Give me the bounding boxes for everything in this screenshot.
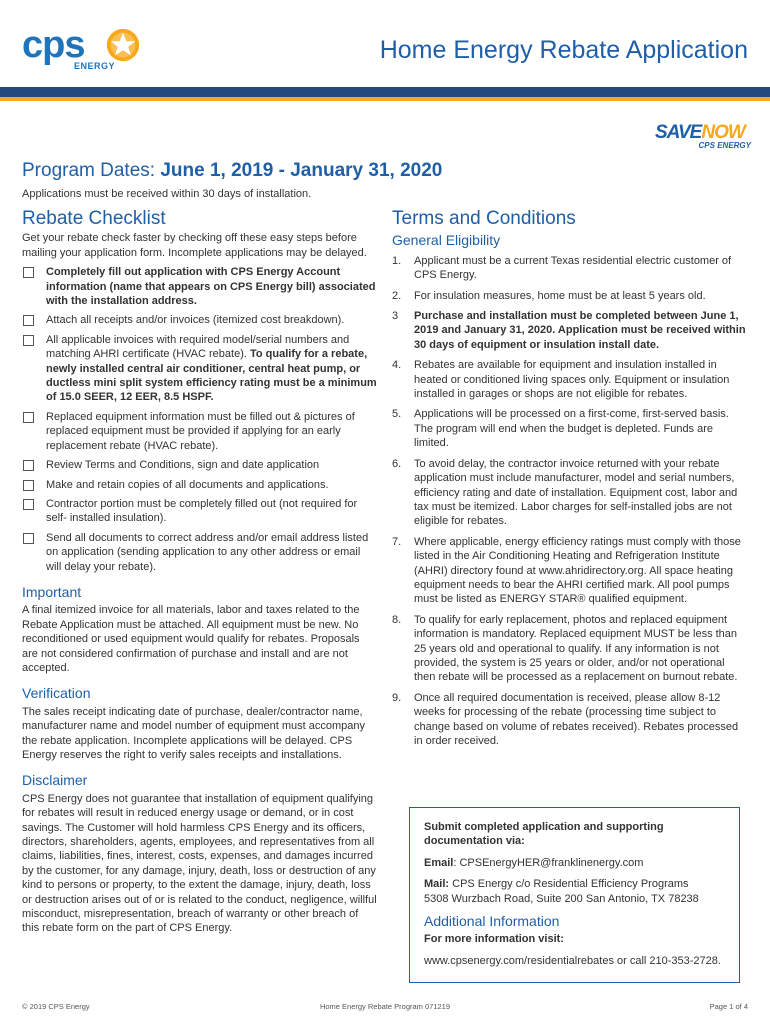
more-info-value[interactable]: www.cpsenergy.com/residentialrebates or call 210-353-2728. bbox=[424, 954, 721, 967]
page-title: Home Energy Rebate Application bbox=[379, 36, 748, 64]
checklist-item bbox=[22, 478, 378, 492]
submit-box bbox=[409, 807, 740, 983]
checklist-item-bold: Completely fill out application with CPS Energy Account information (name that appears on CPS Energy bill) associated with the installation address. bbox=[46, 266, 376, 308]
checkbox[interactable] bbox=[23, 267, 34, 278]
checklist-item-plain: Send all documents to correct address and/or email address listed on application (sending application to any other address or email will delay your rebate). bbox=[46, 531, 369, 573]
checklist-item bbox=[22, 458, 378, 472]
terms-item-plain: Where applicable, energy efficiency ratings must comply with those listed in the Air Conditioning Heating and Refrigeration Institute (AHRI) directory found at www.ahridirectory.org. All space heating equipment needs to bear the AHRI certified mark. All pool pumps must be listed as ENERGY STAR® qualified equipment. bbox=[414, 535, 741, 606]
sun-star-icon bbox=[104, 26, 142, 64]
mail-value: CPS Energy c/o Residential Efficiency Programs bbox=[449, 878, 689, 891]
important-heading: Important bbox=[22, 583, 82, 600]
footer-copyright: © 2019 CPS Energy bbox=[22, 1002, 90, 1011]
terms-item-number: 2. bbox=[392, 289, 402, 302]
checklist-item bbox=[22, 333, 378, 405]
terms-item bbox=[392, 691, 748, 749]
checklist-item-text bbox=[46, 458, 378, 472]
logo-subtext: ENERGY bbox=[74, 61, 116, 71]
verification-heading: Verification bbox=[22, 685, 91, 702]
footer-page-number: Page 1 of 4 bbox=[709, 1002, 748, 1011]
checklist-item-plain: Replaced equipment information must be filled out & pictures of replaced equipment must be provided if applying for an early replacement rebate (HVAC rebate). bbox=[46, 410, 355, 452]
more-info-label: For more information visit: bbox=[424, 933, 564, 946]
submit-email bbox=[424, 856, 725, 870]
terms-item-plain: To qualify for early replacement, photos and replaced equipment information is mandatory. Replaced equipment MUST be less than 25 years old and operational to qualify. If any information is not provided, the system is 25 years or older, and/or not operational then rebate will be processed as a replacement on burnout rebate. bbox=[414, 613, 738, 684]
terms-item bbox=[392, 289, 748, 303]
terms-item-text bbox=[414, 457, 748, 529]
terms-item-number: 4. bbox=[392, 359, 402, 372]
terms-item-number: 3 bbox=[392, 310, 399, 323]
terms-list bbox=[392, 254, 748, 749]
checklist-item bbox=[22, 313, 378, 327]
savenow-now: NOW bbox=[701, 122, 745, 143]
checklist-item-text bbox=[46, 478, 378, 492]
checklist bbox=[22, 265, 378, 574]
terms-item-plain: Once all required documentation is received, please allow 8-12 weeks for processing of the rebate (processing time subject to change based on volume of rebates received). Rebates processed in order received. bbox=[414, 691, 739, 747]
terms-item-bold: Purchase and installation must be completed between June 1, 2019 and January 31, 2020. Application must be received within 30 days of equipment or insulation install date. bbox=[414, 310, 746, 351]
terms-item-text bbox=[414, 309, 748, 352]
verification-text: The sales receipt indicating date of purchase, dealer/contractor name, manufacturer name and model number of equipment must accompany the rebate application. Incomplete applications will be delayed. CPS Energy reserves the right to verify sales receipts and installations. bbox=[22, 705, 366, 761]
checklist-item-plain: All applicable invoices with required model/serial numbers and matching AHRI certificate (HVAC rebate). bbox=[46, 333, 350, 361]
terms-item-plain: Applicant must be a current Texas residential electric customer of CPS Energy. bbox=[414, 254, 732, 282]
checklist-item bbox=[22, 265, 378, 308]
terms-item bbox=[392, 309, 748, 352]
terms-item-number: 5. bbox=[392, 408, 402, 421]
terms-item-text bbox=[414, 691, 748, 749]
terms-item bbox=[392, 457, 748, 529]
important-text: A final itemized invoice for all materials, labor and taxes related to the Rebate Application must be attached. All equipment must be new. No reconditioned or used equipment would qualify for rebates. Proposals are not considered confirmation of purchase and install and are not accepted. bbox=[22, 604, 360, 674]
terms-item-plain: For insulation measures, home must be at least 5 years old. bbox=[414, 289, 706, 302]
terms-item-text bbox=[414, 358, 748, 401]
checklist-item-text bbox=[46, 313, 378, 327]
mail-address-line2: 5308 Wurzbach Road, Suite 200 San Antonio, TX 78238 bbox=[424, 892, 699, 905]
terms-item-text bbox=[414, 613, 748, 685]
checklist-item-text bbox=[46, 497, 378, 526]
terms-item-number: 8. bbox=[392, 613, 402, 626]
checklist-item-plain: Review Terms and Conditions, sign and date application bbox=[46, 459, 320, 472]
terms-item-plain: Rebates are available for equipment and insulation installed in heated or conditioned living spaces only. Equipment or insulation installed in garages or shops are not eligible for rebates. bbox=[414, 359, 730, 401]
checkbox[interactable] bbox=[23, 412, 34, 423]
terms-item bbox=[392, 535, 748, 607]
terms-item bbox=[392, 613, 748, 685]
savenow-subtext: CPS ENERGY bbox=[698, 141, 751, 150]
header-band-orange bbox=[0, 97, 770, 101]
terms-item-text bbox=[414, 535, 748, 607]
email-label: Email bbox=[424, 856, 454, 869]
checklist-intro: Get your rebate check faster by checking off these easy steps before mailing your application form. Incomplete applications may be delayed. bbox=[22, 232, 367, 259]
terms-item bbox=[392, 254, 748, 283]
submit-mail bbox=[424, 877, 725, 906]
submit-heading: Submit completed application and supporting documentation via: bbox=[424, 821, 664, 848]
additional-info-heading: Additional Information bbox=[424, 913, 560, 930]
checklist-item-plain: Attach all receipts and/or invoices (itemized cost breakdown). bbox=[46, 314, 345, 327]
savenow-save: SAVE bbox=[655, 122, 702, 143]
left-column bbox=[22, 208, 378, 936]
header-band-blue bbox=[0, 87, 770, 97]
checklist-item-text bbox=[46, 531, 378, 574]
terms-item-text bbox=[414, 254, 748, 283]
disclaimer-heading: Disclaimer bbox=[22, 772, 88, 789]
mail-label: Mail: bbox=[424, 878, 450, 891]
checkbox[interactable] bbox=[23, 499, 34, 510]
checklist-heading: Rebate Checklist bbox=[22, 208, 166, 229]
right-column bbox=[392, 208, 748, 748]
logo-wordmark: cps bbox=[22, 24, 85, 66]
checklist-item-plain: Contractor portion must be completely filled out (not required for self- installed insulation). bbox=[46, 497, 358, 525]
checklist-item-text bbox=[46, 265, 378, 308]
checklist-item-bold-suffix: To qualify for a rebate, newly installed central air conditioner, central heat pump, or ductless mini split system efficiency rating must be a minimum of 15.0 SEER, 12 EER, 8.5 HSPF. bbox=[46, 348, 377, 404]
terms-item bbox=[392, 407, 748, 450]
terms-item-plain: To avoid delay, the contractor invoice returned with your rebate application must include manufacturer, model and serial numbers, efficiency rating and date of installation. Equipment cost, labor and tax must be itemized. Labor charges for self-installed jobs are not eligible for rebates. bbox=[414, 457, 738, 528]
terms-item-number: 9. bbox=[392, 691, 402, 704]
checkbox[interactable] bbox=[23, 480, 34, 491]
terms-item-number: 1. bbox=[392, 254, 402, 267]
checklist-item-plain: Make and retain copies of all documents and applications. bbox=[46, 478, 329, 491]
savenow-logo bbox=[655, 122, 755, 150]
checklist-item bbox=[22, 410, 378, 453]
terms-item-plain: Applications will be processed on a first-come, first-served basis. The program will end when the budget is depleted. Funds are limited. bbox=[414, 408, 729, 450]
checkbox[interactable] bbox=[23, 335, 34, 346]
checkbox[interactable] bbox=[23, 460, 34, 471]
checkbox[interactable] bbox=[23, 533, 34, 544]
email-value[interactable]: : CPSEnergyHER@franklinenergy.com bbox=[453, 856, 644, 869]
disclaimer-text: CPS Energy does not guarantee that installation of equipment qualifying for rebates will result in reduced energy usage or demand, or in cost savings. The Customer will hold harmless CPS Energy and its officers, directors, shareholders, agents, employees, and representatives from all claims, liabilities, fines, interest, costs, expenses, and damages incurred by the customer, for any damage, injury, death, loss or destruction of any kind to persons or property, to the extent the damage, injury, death, loss or destruction arises out of or is related to the conduct, negligence, willful misconduct, misrepresentation, breach of warranty or other breach of this rebate form on the part of CPS Energy. bbox=[22, 792, 377, 935]
terms-item-number: 6. bbox=[392, 457, 402, 470]
cps-energy-logo bbox=[22, 24, 152, 76]
checklist-item-text bbox=[46, 410, 378, 453]
program-dates-value: June 1, 2019 - January 31, 2020 bbox=[160, 160, 443, 181]
checklist-item bbox=[22, 531, 378, 574]
program-dates bbox=[22, 160, 442, 182]
terms-heading: Terms and Conditions bbox=[392, 208, 576, 229]
terms-item-number: 7. bbox=[392, 535, 402, 548]
program-dates-label: Program Dates: bbox=[22, 160, 161, 181]
footer-program: Home Energy Rebate Program 071219 bbox=[319, 1002, 451, 1011]
checkbox[interactable] bbox=[23, 315, 34, 326]
terms-item-text bbox=[414, 289, 748, 303]
terms-item-text bbox=[414, 407, 748, 450]
terms-item bbox=[392, 358, 748, 401]
checklist-item bbox=[22, 497, 378, 526]
program-note: Applications must be received within 30 days of installation. bbox=[22, 188, 312, 200]
terms-subheading: General Eligibility bbox=[392, 232, 501, 249]
checklist-item-text bbox=[46, 333, 378, 405]
